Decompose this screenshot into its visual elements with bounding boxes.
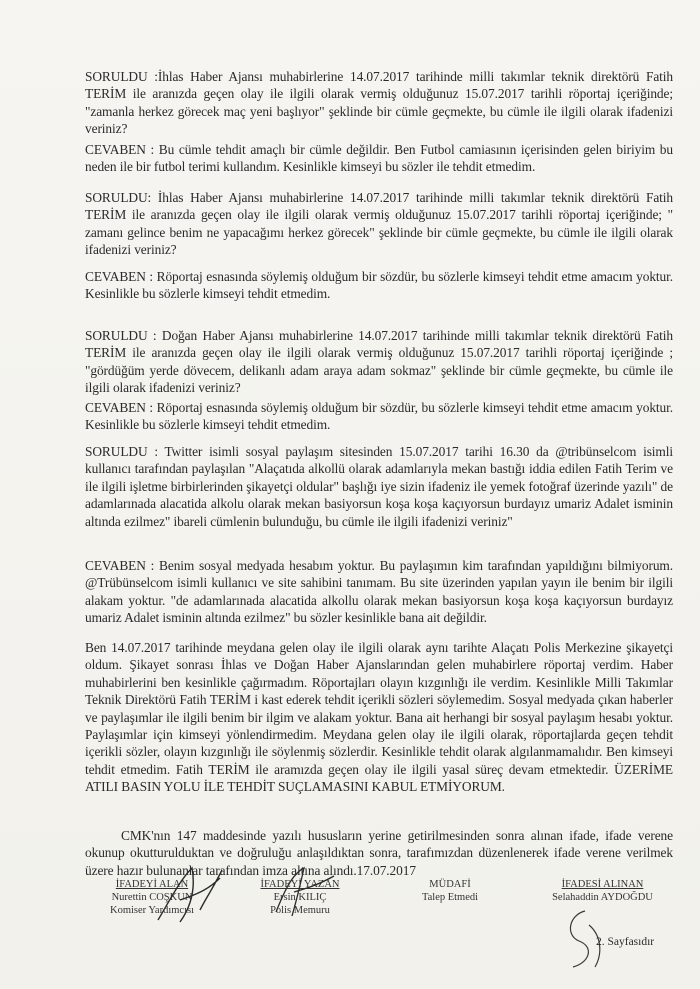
statement: Ben 14.07.2017 tarihinde meydana gelen olay ile ilgili olarak aynı tarihte Alaçatı Polis Merkezine şikayetçi oldum. Şikayet sonrası İhlas ve Doğan Haber Ajanslarından gelen muhabirlere röportaj verdim. Haber muhabirlerini ben kesinlikle çağırmadım. Röportajları olayın kızgınlığı ile verdim. Kesinlikle Milli Takımlar Teknik Direktörü Fatih TERİM i kast ederek tehdit içerikli sözleri söylemedim. Sosyal medyada çıkan haberler ve paylaşımlar ile ilgili benim bir ilgim ve alakam yoktur. Bana ait herhangi bir sosyal paylaşım hesabı yoktur. Paylaşımlar için kimseyi yönlendirmedim. Meydana gelen olay ile ilgili olarak, röportajlarda geçen tehdit içerikli sözler, olayın kızgınlığı ile söylenmiş sözlerdir. Kesinlikle tehdit olarak algılanmamalıdır. Ben kimseyi tehdit etmedim. Fatih TERİM ile aramızda geçen olay ile ilgili yasal süreç devam etmektedir. ÜZERİME ATILI BASIN YOLU İLE TEHDİT SUÇLAMASINI KABUL ETMİYORUM. [85,640,673,795]
page-number: 2. Sayfasıdır [596,936,655,948]
question-1: SORULDU :İhlas Haber Ajansı muhabirlerine 14.07.2017 tarihinde milli takımlar teknik direktörü Fatih TERİM ile aranızda geçen olay ile ilgili olarak vermiş olduğunuz 15.07.2017 tarihli röportaj içeriğinde; "zamanla herkez görecek maç yeni başlıyor" şeklinde bir cümle geçmekte, bu cümle ile ilgili olarak ifadenizi veriniz? [85,69,673,137]
signature-title: MÜDAFİ [429,879,471,890]
signature-role: Komiser Yardımcısı [110,905,194,916]
signature-name: Selahaddin AYDOĞDU [552,892,653,903]
closing-paragraph: CMK'nın 147 maddesinde yazılı hususların yerine getirilmesinden sonra alınan ifade, ifade verene okunup okutturulduktan ve doğruluğu anlaşıldıktan sonra, tarafımızdan düzenlenerek ifade verene verilmek üzere hazır bulunanlar tarafından imza altına alındı.17.07.2017 [85,828,673,878]
signature-title: İFADEYİ ALAN [115,879,189,890]
signature-title: İFADEYİ YAZAN [260,879,340,890]
question-4: SORULDU : Twitter isimli sosyal paylaşım sitesinden 15.07.2017 tarihi 16.30 da @tribünselcom isimli kullanıcı tarafından paylaşılan "Alaçatıda alkollü olarak adamlarıyla mekan bastığı iddia edilen Fatih Terim ve ile ilgili işletme birbirlerinden şikayetçi oldular" başlığı iye sizin ifadeniz ile yemek fotoğraf üzerinde yazılı" de adamlarınada alacatida alkolu olarak mekan basiyorsun koşa koşa kaçıyorsun burdayız umariz Adalet isminin altında ezilmez" ibareli cümlenin bulunduğu, bu cümle ile ilgili ifadenizi veriniz" [85,444,673,529]
handwritten-signature-2 [270,862,340,922]
answer-3: CEVABEN : Röportaj esnasında söylemiş olduğum bir sözdür, bu sözlerle kimseyi tehdit etme amacım yoktur. Kesinlikle bu sözlerle kimseyi tehdit etmedim. [85,400,673,433]
answer-4: CEVABEN : Benim sosyal medyada hesabım yoktur. Bu paylaşımın kim tarafından yapıldığını bilmiyorum. @Trübünselcom isimli kullanıcı ve site sahibini tanımam. Bu site üzerinden yapılan yayın ile benim bir ilgili alakam yoktur. "de adamlarınada alacatida alkollu olarak mekan basiyorsun koşa koşa kaçıyorsun burdayız umariz Adalet isminin altında ezilmez" bu sözler kesinlikle bana ait değildir. [85,558,673,626]
signature-deponent [540,878,665,904]
question-2: SORULDU: İhlas Haber Ajansı muhabirlerine 14.07.2017 tarihinde milli takımlar teknik direktörü Fatih TERİM ile aranızda geçen olay ile ilgili olarak vermiş olduğunuz 15.07.2017 tarihli röportaj içeriğinde; " zamanı gelince benim ne yapacağımı herkez görecek" şeklinde bir cümle geçmekte, bu cümle ile ilgili olarak ifadenizi veriniz? [85,190,673,258]
signature-role: Polis Memuru [270,905,330,916]
signature-title: İFADESİ ALINAN [561,879,644,890]
handwritten-signature-1 [150,860,230,930]
signature-counsel [405,878,495,904]
signature-name: Ersin KILIÇ [273,892,327,903]
answer-1: CEVABEN : Bu cümle tehdit amaçlı bir cümle değildir. Ben Futbol camiasının içerisinden gelen biriyim bu neden ile bir futbol terimi kullandım. Kesinlikle kimseyi bu sözler ile tehdit etmedim. [85,142,673,175]
signature-name: Nurettin COŞKUN [111,892,193,903]
answer-2: CEVABEN : Röportaj esnasında söylemiş olduğum bir sözdür, bu sözlerle kimseyi tehdit etme amacım yoktur. Kesinlikle bu sözlerle kimseyi tehdit etmedim. [85,269,673,302]
signature-name: Talep Etmedi [421,892,479,903]
question-3: SORULDU : Doğan Haber Ajansı muhabirlerine 14.07.2017 tarihinde milli takımlar teknik direktörü Fatih TERİM ile aranızda geçen olay ile ilgili olarak vermiş olduğunuz 15.07.2017 tarihli röportaj içeriğinde ; "gördüğüm yerde dövecem, delikanlı adam araya adam sokmaz" şeklinde bir cümle geçmekte, bu cümle ile ilgili olarak ifadenizi veriniz? [85,328,673,396]
